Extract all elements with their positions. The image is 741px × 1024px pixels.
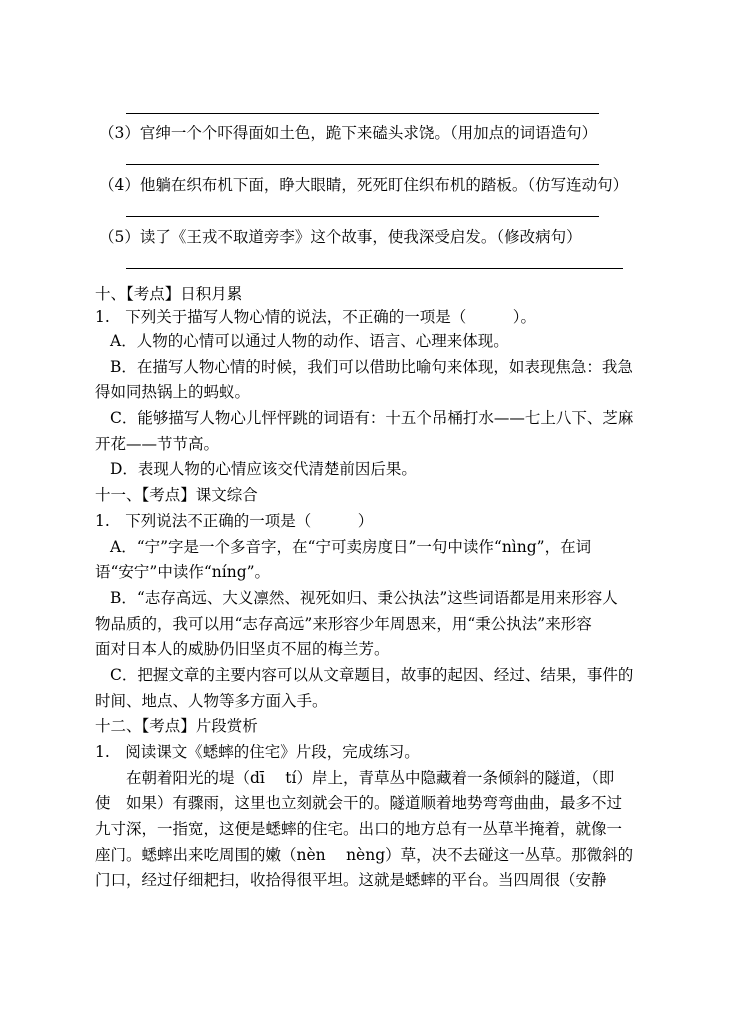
- option-a-continued: 语“安宁”中读作“níng”。: [95, 563, 271, 581]
- question-stem: 1. 阅读课文《蟋蟀的住宅》片段，完成练习。: [95, 743, 420, 761]
- option-c: C．能够描写人物心儿怦怦跳的词语有：十五个吊桶打水——七上八下、芝麻: [110, 409, 634, 427]
- section-heading: 十一、【考点】课文综合: [95, 486, 258, 504]
- answer-line: [126, 164, 599, 165]
- option-c-continued: 开花——节节高。: [95, 435, 220, 453]
- answer-line: [126, 216, 599, 217]
- passage-line: 座门。蟋蟀出来吃周围的嫩（nèn nèng）草，决不去碰这一丛草。那微斜的: [95, 846, 634, 864]
- option-a: A．人物的心情可以通过人物的动作、语言、心理来体现。: [110, 332, 509, 350]
- section-heading: 十、【考点】日积月累: [95, 285, 243, 303]
- option-c: C．把握文章的主要内容可以从文章题目，故事的起因、经过、结果，事件的: [110, 666, 634, 684]
- option-d: D．表现人物的心情应该交代清楚前因后果。: [110, 460, 417, 478]
- question-stem: 1. 下列关于描写人物心情的说法，不正确的一项是（ ）。: [95, 308, 537, 326]
- option-b-continued: 面对日本人的威胁仍旧坚贞不屈的梅兰芳。: [95, 640, 390, 658]
- answer-line: [126, 113, 599, 114]
- passage-line: 门口，经过仔细耙扫，收拾得很平坦。这就是蟋蟀的平台。当四周很（安静: [95, 871, 607, 889]
- question-stem: 1. 下列说法不正确的一项是（ ）: [95, 512, 374, 530]
- question-item-3: （3）官绅一个个吓得面如土色，跪下来磕头求饶。（用加点的词语造句）: [99, 124, 598, 142]
- passage-line: 使 如果）有骤雨，这里也立刻就会干的。隧道顺着地势弯弯曲曲，最多不过: [95, 794, 623, 812]
- option-a: A．“宁”字是一个多音字，在“宁可卖房度日”一句中读作“nìng”，在词: [110, 538, 592, 556]
- option-b: B．在描写人物心情的时候，我们可以借助比喻句来体现，如表现焦急：我急: [110, 358, 633, 376]
- question-item-5: （5）读了《王戎不取道旁李》这个故事，使我深受启发。（修改病句）: [99, 228, 582, 246]
- option-c-continued: 时间、地点、人物等多方面入手。: [95, 692, 328, 710]
- answer-line: [126, 268, 623, 269]
- section-heading: 十二、【考点】片段赏析: [95, 717, 258, 735]
- option-b-continued: 物品质的，我可以用“志存高远”来形容少年周恩来，用“秉公执法”来形容: [95, 615, 592, 633]
- passage-line: 在朝着阳光的堤（dī tí）岸上，青草丛中隐藏着一条倾斜的隧道，（即: [95, 769, 615, 787]
- option-b-continued: 得如同热锅上的蚂蚁。: [95, 383, 251, 401]
- passage-line: 九寸深，一指宽，这便是蟋蟀的住宅。出口的地方总有一丛草半掩着，就像一: [95, 820, 623, 838]
- option-b: B．“志存高远、大义凛然、视死如归、秉公执法”这些词语都是用来形容人: [110, 589, 618, 607]
- question-item-4: （4）他躺在织布机下面，睁大眼睛，死死盯住织布机的踏板。（仿写连动句）: [99, 176, 629, 194]
